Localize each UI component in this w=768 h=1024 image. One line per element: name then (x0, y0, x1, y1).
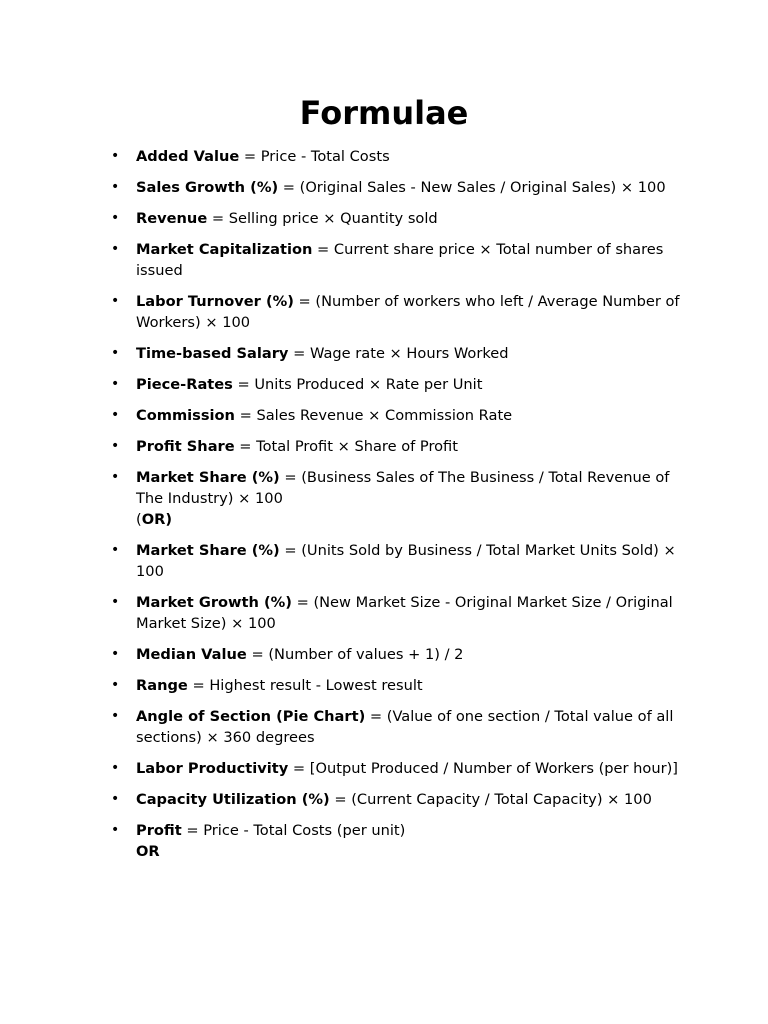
formula-line (136, 592, 684, 634)
formula-term: Revenue (136, 210, 208, 227)
list-item (111, 239, 684, 281)
bullet-icon: • (111, 148, 120, 164)
bullet-icon: • (111, 345, 120, 361)
formula-expression: = Selling price × Quantity sold (207, 210, 438, 227)
formula-term: Market Capitalization (136, 241, 313, 258)
formula-term: Added Value (136, 148, 240, 165)
formula-line (136, 405, 684, 426)
bullet-icon: • (111, 708, 120, 724)
list-item (111, 467, 684, 530)
formula-term: Labor Turnover (%) (136, 293, 294, 310)
bullet-icon: • (111, 594, 120, 610)
list-item (111, 343, 684, 364)
page-title: Formulae (299, 94, 469, 132)
formula-expression: = Price - Total Costs (239, 148, 390, 165)
list-item (111, 374, 684, 395)
formula-expression: = (Number of workers who left / Average Number of Workers) × 100 (136, 293, 680, 331)
bullet-icon: • (111, 179, 120, 195)
formula-term: Piece-Rates (136, 376, 233, 393)
list-item (111, 540, 684, 582)
formula-line (136, 467, 684, 509)
formula-expression: = Current share price × Total number of shares issued (136, 241, 664, 279)
bullet-icon: • (111, 760, 120, 776)
list-item (111, 291, 684, 333)
formula-term: Commission (136, 407, 235, 424)
bullet-icon: • (111, 293, 120, 309)
formula-line (136, 146, 684, 167)
list-item (111, 789, 684, 810)
alternative-marker (136, 509, 684, 530)
formula-line (136, 789, 684, 810)
list-item (111, 758, 684, 779)
bullet-icon: • (111, 822, 120, 838)
formula-expression: = Wage rate × Hours Worked (288, 345, 509, 362)
formula-line (136, 239, 684, 281)
formula-expression: = (Business Sales of The Business / Total Revenue of The Industry) × 100 (136, 469, 670, 507)
formula-term: Range (136, 677, 188, 694)
bullet-icon: • (111, 542, 120, 558)
formula-line (136, 177, 684, 198)
formula-line (136, 675, 684, 696)
formula-line (136, 820, 684, 841)
formula-line (136, 758, 684, 779)
list-item (111, 820, 684, 862)
formula-line (136, 436, 684, 457)
formula-line (136, 644, 684, 665)
formula-term: Labor Productivity (136, 760, 289, 777)
formula-line (136, 374, 684, 395)
bullet-icon: • (111, 376, 120, 392)
bullet-icon: • (111, 646, 120, 662)
formula-expression: = [Output Produced / Number of Workers (per hour)] (288, 760, 678, 777)
formula-expression: = (Value of one section / Total value of all sections) × 360 degrees (136, 708, 674, 746)
formula-expression: = Sales Revenue × Commission Rate (234, 407, 513, 424)
formula-line (136, 343, 684, 364)
list-item (111, 592, 684, 634)
bullet-icon: • (111, 438, 120, 454)
formula-term: Profit Share (136, 438, 235, 455)
formula-expression: = (Original Sales - New Sales / Original Sales) × 100 (278, 179, 666, 196)
list-item (111, 177, 684, 198)
formula-line (136, 540, 684, 582)
formula-term: Market Share (%) (136, 542, 280, 559)
formula-line (136, 291, 684, 333)
formula-term: Time-based Salary (136, 345, 289, 362)
formula-list (111, 146, 684, 872)
formula-line (136, 706, 684, 748)
formula-expression: = Units Produced × Rate per Unit (232, 376, 483, 393)
bullet-icon: • (111, 469, 120, 485)
formula-expression: = (Number of values + 1) / 2 (246, 646, 464, 663)
list-item (111, 675, 684, 696)
formula-term: Sales Growth (%) (136, 179, 279, 196)
formula-expression: = Highest result - Lowest result (187, 677, 423, 694)
formula-term: Angle of Section (Pie Chart) (136, 708, 366, 725)
bullet-icon: • (111, 791, 120, 807)
formula-term: Profit (136, 822, 182, 839)
formula-expression: = Price - Total Costs (per unit) (181, 822, 406, 839)
list-item (111, 405, 684, 426)
list-item (111, 146, 684, 167)
formula-term: Market Share (%) (136, 469, 280, 486)
list-item (111, 706, 684, 748)
list-item (111, 208, 684, 229)
alternative-or: OR) (141, 511, 173, 528)
formula-term: Market Growth (%) (136, 594, 292, 611)
bullet-icon: • (111, 677, 120, 693)
alternative-paren: ( (136, 511, 142, 528)
bullet-icon: • (111, 241, 120, 257)
alternative-or: OR (136, 843, 160, 860)
formula-expression: = (Units Sold by Business / Total Market Units Sold) × 100 (136, 542, 676, 580)
list-item (111, 436, 684, 457)
alternative-marker (136, 841, 684, 862)
formula-expression: = (New Market Size - Original Market Size / Original Market Size) × 100 (136, 594, 673, 632)
bullet-icon: • (111, 407, 120, 423)
formula-expression: = (Current Capacity / Total Capacity) × 100 (329, 791, 652, 808)
formula-expression: = Total Profit × Share of Profit (234, 438, 458, 455)
formula-line (136, 208, 684, 229)
formula-term: Median Value (136, 646, 247, 663)
formula-term: Capacity Utilization (%) (136, 791, 330, 808)
bullet-icon: • (111, 210, 120, 226)
list-item (111, 644, 684, 665)
